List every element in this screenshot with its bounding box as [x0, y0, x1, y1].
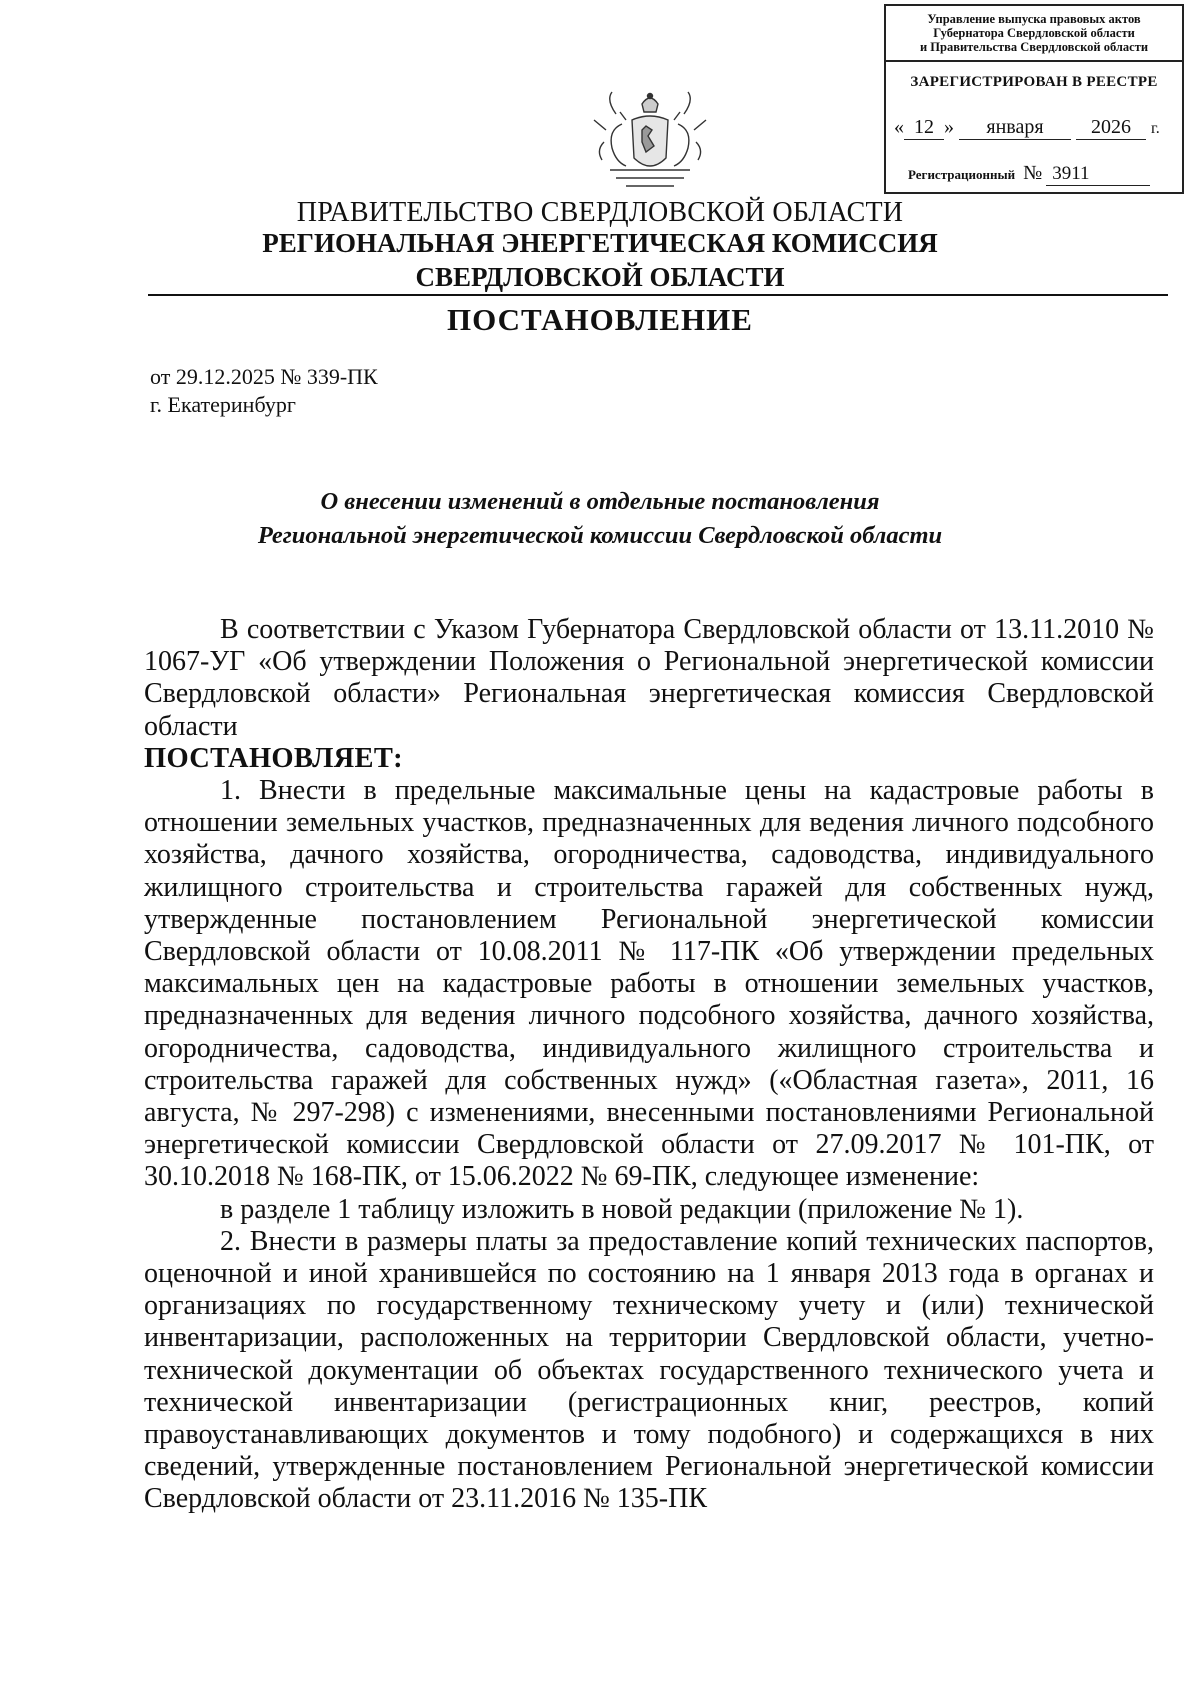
document-city: г. Екатеринбург — [150, 392, 296, 417]
decree-heading: ПОСТАНОВЛЯЕТ: — [144, 742, 403, 774]
stamp-number-value: 3911 — [1046, 163, 1150, 186]
stamp-registered-label: ЗАРЕГИСТРИРОВАН В РЕЕСТРЕ — [910, 74, 1158, 90]
document-body — [144, 614, 1154, 1516]
item-2-paragraph: 2. Внести в размеры платы за предоставление копий технических паспортов, оценочной и иной хранившейся по состоянию на 1 января 2013 года в органах и организациях по государственному техническому учету и (или) технической инвентаризации, расположенных на территории Свердловской области, учетно-технической документации об объектах государственного технического учета и технической инвентаризации (регистрационных книг, реестров, копий правоустанавливающих документов и тому подобного) и содержащихся в них сведений, утвержденные постановлением Региональной энергетической комиссии Свердловской области от 23.11.2016 № 135-ПК — [144, 1225, 1154, 1515]
stamp-number-sign: № — [1023, 162, 1043, 184]
stamp-day: 12 — [904, 116, 944, 140]
stamp-number — [908, 162, 1178, 186]
stamp-number-label: Регистрационный — [908, 167, 1016, 182]
document-date-number: от 29.12.2025 № 339-ПК — [150, 364, 378, 389]
stamp-year-suffix: г. — [1151, 120, 1160, 137]
stamp-quote-close: » — [944, 116, 954, 138]
commission-heading-region: СВЕРДЛОВСКОЙ ОБЛАСТИ — [415, 262, 785, 292]
commission-heading: РЕГИОНАЛЬНАЯ ЭНЕРГЕТИЧЕСКАЯ КОМИССИЯ — [262, 228, 938, 258]
government-heading: ПРАВИТЕЛЬСТВО СВЕРДЛОВСКОЙ ОБЛАСТИ — [296, 197, 904, 228]
item-1-change-paragraph: в разделе 1 таблицу изложить в новой редакции (приложение № 1). — [220, 1193, 1024, 1225]
coat-of-arms-icon — [586, 90, 714, 194]
item-1-paragraph: 1. Внести в предельные максимальные цены на кадастровые работы в отношении земельных участков, предназначенных для ведения личного подсобного хозяйства, дачного хозяйства, огородничества, садоводства, индивидуального жилищного строительства и строительства гаражей для собственных нужд, утвержденные постановлением Региональной энергетической комиссии Свердловской области от 10.08.2011 № 117-ПК «Об утверждении предельных максимальных цен на кадастровые работы в отношении земельных участков, предназначенных для ведения личного подсобного хозяйства, дачного хозяйства, огородничества, садоводства, индивидуального жилищного строительства и строительства гаражей для собственных нужд» («Областная газета», 2011, 16 августа, № 297-298) с изменениями, внесенными постановлениями Региональной энергетической комиссии Свердловской области от 27.09.2017 № 101-ПК, от 30.10.2018 № 168-ПК, от 15.06.2022 № 69-ПК, следующее изменение: — [144, 775, 1154, 1193]
stamp-year: 2026 — [1076, 116, 1146, 140]
stamp-quote-open: « — [894, 116, 904, 138]
stamp-header-line: Губернатора Свердловской области — [933, 26, 1135, 40]
document-title-line: Региональной энергетической комиссии Свердловской области — [257, 522, 943, 549]
document-title-line: О внесении изменений в отдельные постановления — [320, 488, 880, 515]
document-type-heading: ПОСТАНОВЛЕНИЕ — [447, 302, 753, 337]
header-divider — [148, 294, 1168, 296]
stamp-month: января — [959, 116, 1071, 140]
registration-stamp — [884, 4, 1184, 194]
stamp-header-line: и Правительства Свердловской области — [919, 40, 1149, 54]
stamp-header — [886, 6, 1182, 62]
stamp-date — [894, 116, 1176, 140]
stamp-header-line: Управление выпуска правовых актов — [927, 12, 1141, 26]
preamble-paragraph: В соответствии с Указом Губернатора Свердловской области от 13.11.2010 № 1067-УГ «Об утверждении Положения о Региональной энергетической комиссии Свердловской области» Региональная энергетическая комиссия Свердловской области — [144, 614, 1154, 742]
